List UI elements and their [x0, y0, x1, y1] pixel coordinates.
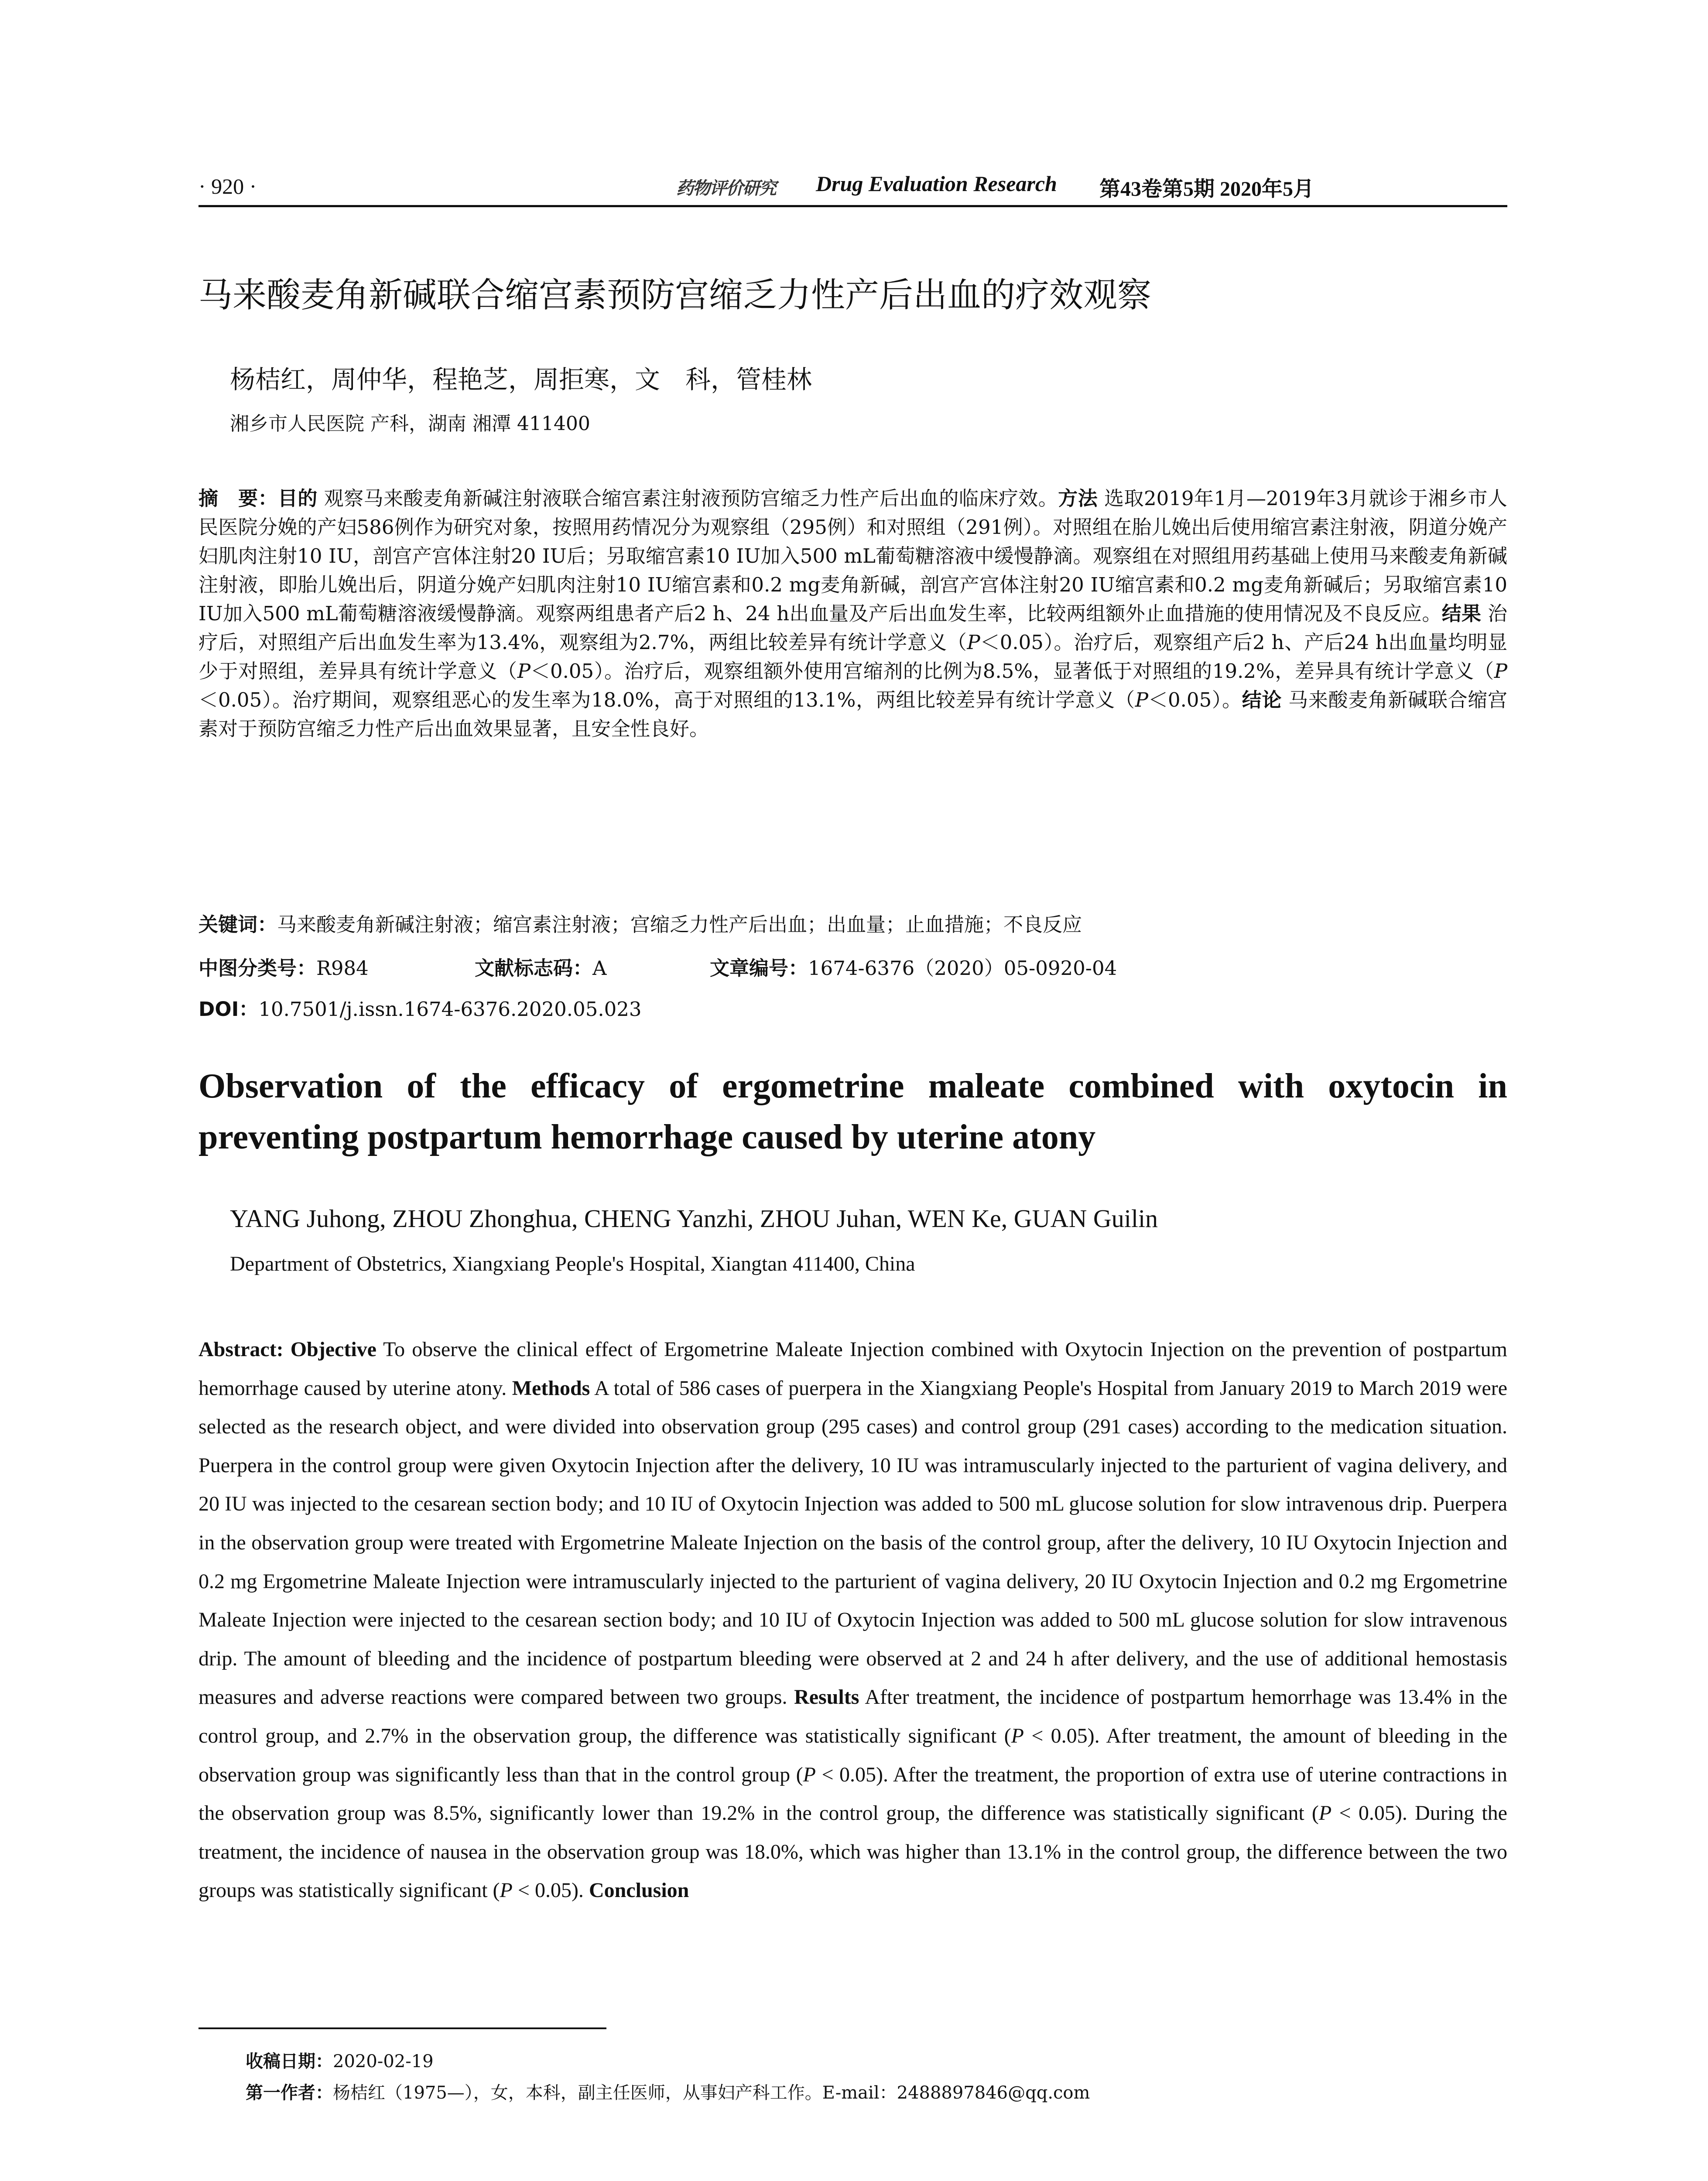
- cn-results-text-3: ＜0.05）。治疗后，观察组额外使用宫缩剂的比例为8.5%，显著低于对照组的19.2%，差异具有统计学意义（: [530, 660, 1494, 683]
- en-affiliation: Department of Obstetrics, Xiangxiang People's Hospital, Xiangtan 411400, China: [230, 1252, 915, 1275]
- en-objective-label: Objective: [290, 1338, 377, 1361]
- en-results-text-1: After treatment, the incidence of postpartum hemorrhage was 13.4% in the control group, and 2.7% in the observation group, the difference was statistically significant (: [199, 1685, 1508, 1747]
- cn-p-symbol: P: [1494, 660, 1507, 683]
- cn-conclusion-label: 结论: [1242, 688, 1282, 711]
- cn-title: 马来酸麦角新碱联合缩宫素预防宫缩乏力性产后出血的疗效观察: [199, 276, 1152, 315]
- cn-results-text-4: ＜0.05）。治疗期间，观察组恶心的发生率为18.0%，高于对照组的13.1%，两组比较差异有统计学意义（: [199, 688, 1135, 711]
- cn-objective-text: 观察马来酸麦角新碱注射液联合缩宫素注射液预防宫缩乏力性产后出血的临床疗效。: [324, 487, 1058, 510]
- en-results-text-2: < 0.05). After treatment, the amount of bleeding in the observation group was significantly less than that in the control group (: [199, 1724, 1508, 1786]
- cn-results-text-2: ＜0.05）。治疗后，观察组产后2 h、产后24 h出血量均明显少于对照组，差异具有统计学意义（: [199, 631, 1507, 683]
- footnote-rule: [199, 2027, 606, 2029]
- cn-keywords-text: 马来酸麦角新碱注射液；缩宫素注射液；宫缩乏力性产后出血；出血量；止血措施；不良反应: [277, 913, 1082, 936]
- cn-methods-text: 选取2019年1月—2019年3月就诊于湘乡市人民医院分娩的产妇586例作为研究对象，按照用药情况分为观察组（295例）和对照组（291例）。对照组在胎儿娩出后使用缩宫素注射液，阴道分娩产妇肌肉注射10 IU，剖宫产宫体注射20 IU后；另取缩宫素10 IU加入500 mL葡萄糖溶液中缓慢静滴。观察组在对照组用药基础上使用马来酸麦角新碱注射液，即胎儿娩出后，阴道分娩产妇肌肉注射10 IU缩宫素和0.2 mg麦角新碱，剖宫产宫体注射20 IU缩宫素和0.2 mg麦角新碱后；另取缩宫素10 IU加入500 mL葡萄糖溶液缓慢静滴。观察两组患者产后2 h、24 h出血量及产后出血发生率，比较两组额外止血措施的使用情况及不良反应。: [199, 487, 1507, 625]
- doc-code-label: 文献标志码：: [475, 957, 593, 980]
- cn-p-symbol: P: [1135, 688, 1148, 711]
- cn-abstract-label: 摘 要：: [199, 487, 278, 510]
- received-date: [246, 2046, 1090, 2077]
- header-rule: [199, 205, 1507, 207]
- article-no-value: 1674-6376（2020）05-0920-04: [808, 957, 1117, 980]
- en-abstract-label: Abstract:: [199, 1338, 284, 1361]
- cn-objective-label: 目的: [277, 487, 318, 510]
- en-results-text-4: < 0.05). During the treatment, the incidence of nausea in the observation group was 18.0%, which was higher than 13.1% in the control group, the difference between the two groups was statistically significant (: [199, 1802, 1507, 1902]
- page-number: · 920 ·: [199, 174, 257, 198]
- en-objective-text: To observe the clinical effect of Ergometrine Maleate Injection combined with Oxytocin Injection on the prevention of postpartum hemorrhage caused by uterine atony.: [199, 1338, 1507, 1400]
- cn-classification: [199, 952, 1507, 983]
- cn-results-text-1: 治疗后，对照组产后出血发生率为13.4%，观察组为2.7%，两组比较差异有统计学意义（: [199, 602, 1507, 654]
- en-p-symbol: P: [1318, 1802, 1332, 1825]
- en-p-symbol: P: [500, 1879, 513, 1902]
- en-authors: YANG Juhong, ZHOU Zhonghua, CHENG Yanzhi, ZHOU Juhan, WEN Ke, GUAN Guilin: [230, 1204, 1158, 1233]
- cn-keywords-label: 关键词：: [199, 913, 277, 936]
- cn-p-symbol: P: [967, 631, 980, 654]
- journal-issue: 第43卷第5期 2020年5月: [1099, 178, 1314, 201]
- cn-results-label: 结果: [1441, 602, 1482, 625]
- doc-code-value: A: [592, 957, 607, 980]
- cn-conclusion-text: 马来酸麦角新碱联合缩宫素对于预防宫缩乏力性产后出血效果显著，且安全性良好。: [199, 688, 1507, 740]
- en-methods-text: A total of 586 cases of puerpera in the Xiangxiang People's Hospital from January 2019 to March 2019 were selected as the research object, and were divided into observation group (295 cases) and control group (291 cases) according to the medication situation. Puerpera in the control group were given Oxytocin Injection after the delivery, 10 IU was intramuscularly injected to the parturient of vagina delivery, and 20 IU was injected to the cesarean section body; and 10 IU of Oxytocin Injection was added to 500 mL glucose solution for slow intravenous drip. Puerpera in the observation group were treated with Ergometrine Maleate Injection on the basis of the control group, after the delivery, 10 IU Oxytocin Injection and 0.2 mg Ergometrine Maleate Injection were intramuscularly injected to the parturient of vagina delivery, 20 IU Oxytocin Injection and 0.2 mg Ergometrine Maleate Injection were injected to the cesarean section body; and 10 IU of Oxytocin Injection was added to 500 mL glucose solution for slow intravenous drip. The amount of bleeding and the incidence of postpartum bleeding were observed at 2 and 24 h after delivery, and the use of additional hemostasis measures and adverse reactions were compared between two groups.: [199, 1376, 1507, 1709]
- cn-keywords: [199, 910, 1507, 939]
- cn-results-text-5: ＜0.05）。: [1148, 688, 1242, 711]
- en-results-text-3: < 0.05). After the treatment, the proportion of extra use of uterine contractions in the observation group was 8.5%, significantly lower than 19.2% in the control group, the difference was statistically significant (: [199, 1763, 1507, 1825]
- en-results-label: Results: [794, 1685, 859, 1709]
- cn-authors: 杨桔红，周仲华，程艳芝，周拒寒，文 科，管桂林: [230, 365, 812, 394]
- first-author-label: 第一作者：: [246, 2083, 333, 2103]
- clc-group: [199, 952, 369, 981]
- clc-label: 中图分类号：: [199, 957, 317, 980]
- en-results-text-5: < 0.05).: [512, 1879, 584, 1902]
- received-value: 2020-02-19: [333, 2051, 434, 2072]
- first-author-note: [246, 2077, 1090, 2109]
- doc-code-group: [475, 952, 607, 981]
- doi: [199, 993, 1507, 1022]
- en-title: Observation of the efficacy of ergometrine maleate combined with oxytocin in preventing postpartum hemorrhage caused by uterine atony: [199, 1067, 1507, 1156]
- en-methods-label: Methods: [512, 1376, 590, 1400]
- en-abstract: [199, 1330, 1507, 1910]
- article-no-label: 文章编号：: [710, 957, 808, 980]
- cn-abstract: [199, 484, 1507, 743]
- en-p-symbol: P: [1011, 1724, 1024, 1747]
- footnotes: [246, 2046, 1090, 2109]
- received-label: 收稿日期：: [246, 2051, 333, 2072]
- journal-logo: 药物评价研究: [676, 178, 776, 198]
- first-author-value: 杨桔红（1975—），女，本科，副主任医师，从事妇产科工作。E-mail：2488897846@qq.com: [333, 2083, 1090, 2103]
- cn-methods-label: 方法: [1058, 487, 1098, 510]
- clc-value: R984: [316, 957, 369, 980]
- doi-value: 10.7501/j.issn.1674-6376.2020.05.023: [258, 998, 642, 1021]
- journal-name: Drug Evaluation Research: [816, 171, 1057, 196]
- doi-label: DOI：: [199, 998, 259, 1021]
- running-header: [199, 171, 1507, 202]
- cn-p-symbol: P: [517, 660, 531, 683]
- cn-affiliation: 湘乡市人民医院 产科，湖南 湘潭 411400: [230, 413, 590, 435]
- en-conclusion-label: Conclusion: [589, 1879, 689, 1902]
- en-p-symbol: P: [803, 1763, 816, 1786]
- article-no-group: [710, 952, 1117, 981]
